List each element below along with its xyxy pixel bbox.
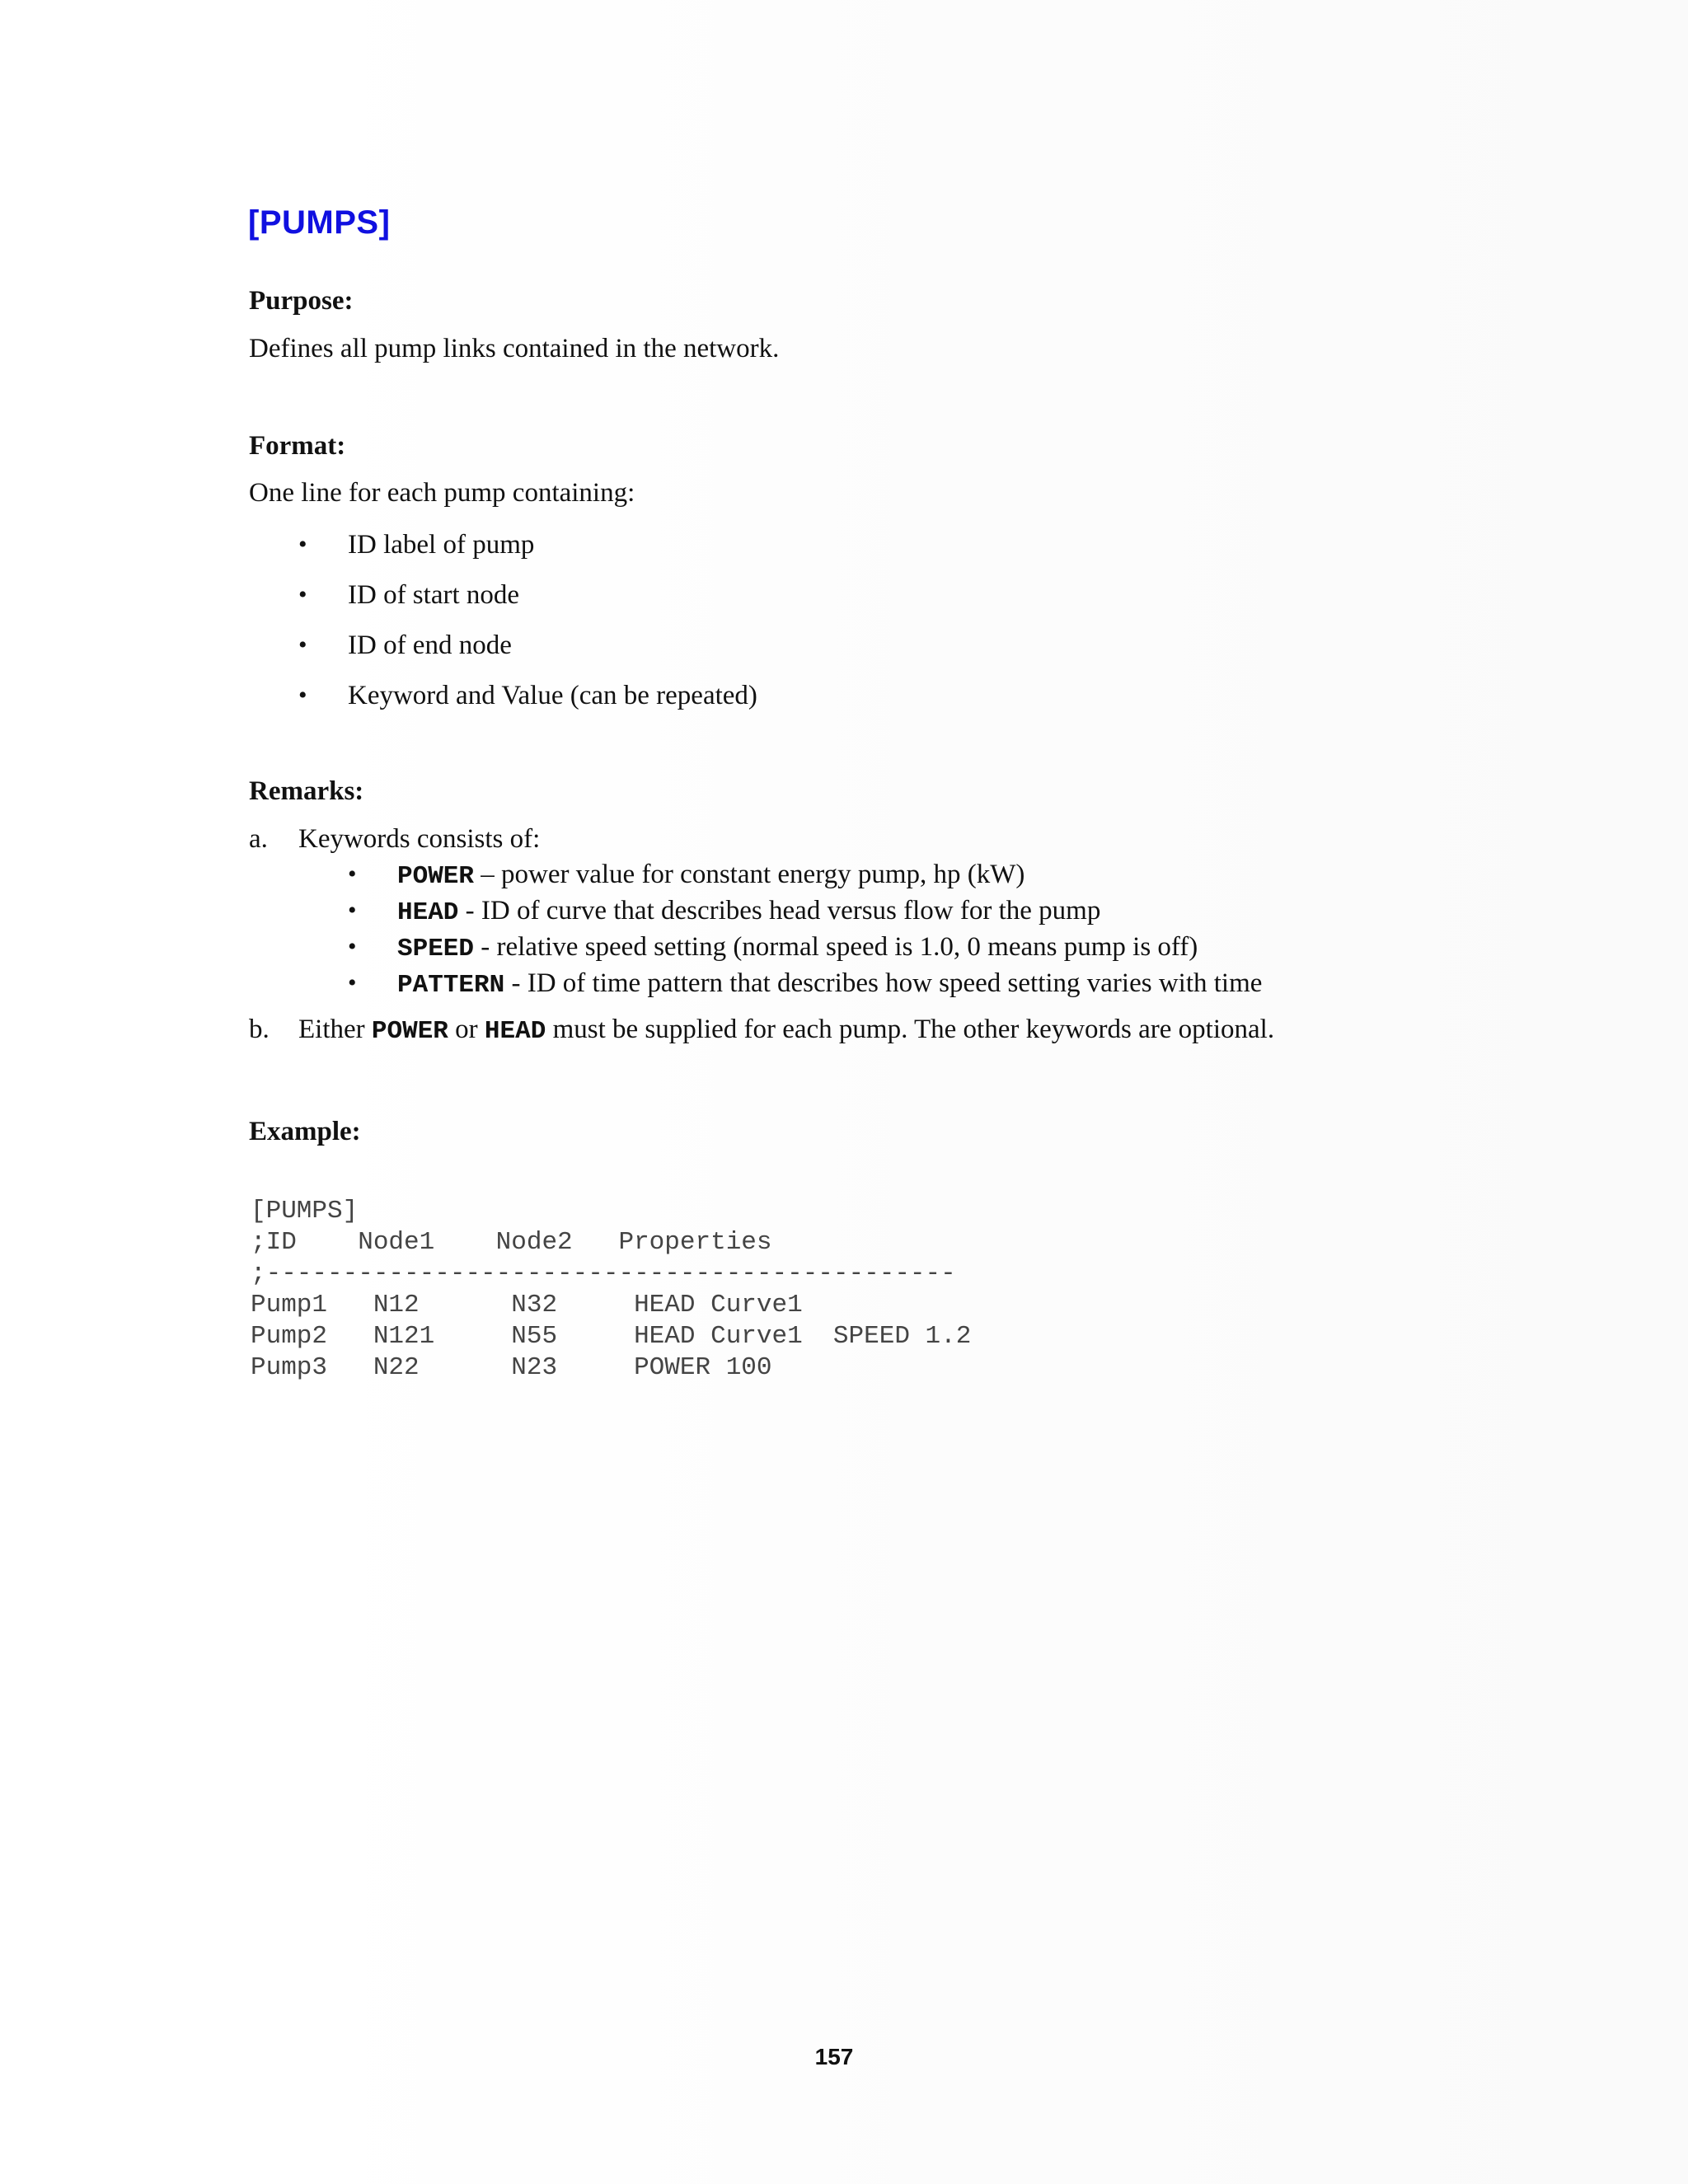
remark-letter: a. (249, 824, 268, 854)
example-code-block (251, 1196, 971, 1384)
bullet-icon: • (298, 631, 307, 658)
example-heading: Example: (249, 1117, 361, 1146)
format-item: • Keyword and Value (can be repeated) (298, 681, 757, 710)
remark-b (249, 1013, 1485, 1048)
keyword-name: POWER (397, 862, 475, 891)
bullet-icon: • (298, 581, 307, 608)
remark-b-mid: or (448, 1015, 485, 1044)
code-line: ;ID Node1 Node2 Properties (251, 1228, 772, 1257)
keyword-name: SPEED (397, 935, 475, 963)
keyword-item (298, 967, 1485, 1003)
keyword-item (298, 930, 1485, 967)
page-number: 157 (814, 2044, 854, 2069)
code-line: ;--------------------------------------------- (251, 1259, 956, 1288)
format-item: • ID of start node (298, 580, 520, 610)
remark-letter: b. (249, 1015, 270, 1044)
format-heading: Format: (249, 431, 346, 461)
format-item: • ID of end node (298, 630, 512, 660)
bullet-icon: • (298, 531, 307, 558)
bullet-icon: • (348, 897, 357, 924)
remark-b-post: must be supplied for each pump. The other keywords are optional. (546, 1015, 1275, 1044)
format-intro: One line for each pump containing: (249, 478, 635, 508)
bullet-icon: • (348, 860, 357, 888)
code-line: Pump3 N22 N23 POWER 100 (251, 1353, 772, 1382)
keyword-desc: - relative speed setting (normal speed is 1.0, 0 means pump is off) (474, 932, 1198, 962)
remark-a-text: Keywords consists of: (298, 824, 541, 854)
keyword-desc: – power value for constant energy pump, hp (kW) (474, 860, 1025, 889)
format-list (249, 528, 757, 729)
format-item: • ID label of pump (298, 530, 535, 560)
bullet-icon: • (348, 933, 357, 960)
section-title: [PUMPS] (248, 204, 391, 241)
keyword-name: HEAD (484, 1017, 546, 1046)
purpose-heading: Purpose: (249, 286, 354, 316)
keyword-item (298, 858, 1485, 894)
keyword-name: HEAD (397, 898, 459, 927)
keyword-list (298, 858, 1485, 1003)
keyword-desc: - ID of curve that describes head versus flow for the pump (458, 896, 1101, 926)
remarks-heading: Remarks: (249, 776, 364, 806)
bullet-icon: • (348, 969, 357, 996)
keyword-name: POWER (371, 1017, 448, 1046)
code-line: [PUMPS] (251, 1197, 359, 1226)
remarks-list (249, 823, 1485, 1048)
bullet-icon: • (298, 682, 307, 709)
code-line: Pump2 N121 N55 HEAD Curve1 SPEED 1.2 (251, 1322, 972, 1351)
keyword-item (298, 894, 1485, 930)
code-line: Pump1 N12 N32 HEAD Curve1 (251, 1291, 803, 1319)
remark-a (249, 823, 1485, 1003)
keyword-desc: - ID of time pattern that describes how speed setting varies with time (504, 968, 1263, 998)
purpose-text: Defines all pump links contained in the network. (249, 334, 780, 363)
remark-b-pre: Either (298, 1015, 372, 1044)
keyword-name: PATTERN (397, 971, 505, 1000)
